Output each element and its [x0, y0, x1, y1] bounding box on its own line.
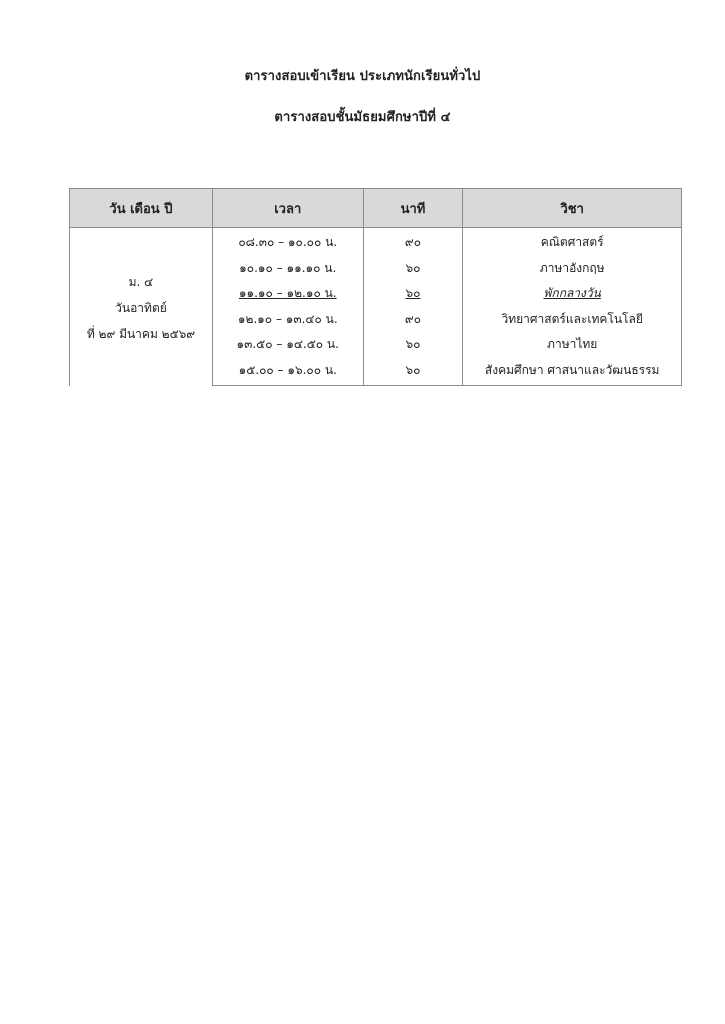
exam-level: ม. ๔ [128, 274, 154, 289]
table-row [70, 228, 682, 256]
document-subtitle: ตารางสอบชั้นมัธยมศึกษาปีที่ ๔ [274, 110, 451, 125]
time-cell: ๐๘.๓๐ – ๑๐.๐๐ น. [212, 228, 363, 256]
time-cell: ๑๕.๐๐ – ๑๖.๐๐ น. [212, 358, 363, 386]
minutes-cell: ๖๐ [363, 332, 463, 358]
document-title: ตารางสอบเข้าเรียน ประเภทนักเรียนทั่วไป [244, 69, 481, 84]
time-cell: ๑๒.๑๐ – ๑๓.๔๐ น. [212, 307, 363, 333]
minutes-cell: ๖๐ [363, 256, 463, 282]
minutes-cell: ๙๐ [363, 228, 463, 256]
subject-cell: ภาษาอังกฤษ [463, 256, 682, 282]
time-cell: ๑๓.๕๐ – ๑๔.๕๐ น. [212, 332, 363, 358]
exam-weekday: วันอาทิตย์ [115, 300, 167, 315]
time-cell: ๑๐.๑๐ – ๑๑.๑๐ น. [212, 256, 363, 282]
minutes-cell: ๙๐ [363, 307, 463, 333]
subject-cell: สังคมศึกษา ศาสนาและวัฒนธรรม [463, 358, 682, 386]
subject-cell: พักกลางวัน [463, 281, 682, 307]
column-header-subject: วิชา [463, 189, 682, 228]
time-cell: ๑๑.๑๐ – ๑๒.๑๐ น. [212, 281, 363, 307]
subject-cell: ภาษาไทย [463, 332, 682, 358]
exam-day-cell [70, 228, 213, 386]
minutes-cell: ๖๐ [363, 281, 463, 307]
column-header-minutes: นาที [363, 189, 463, 228]
minutes-cell: ๖๐ [363, 358, 463, 386]
exam-date: ที่ ๒๙ มีนาคม ๒๕๖๙ [86, 326, 196, 341]
subject-cell: คณิตศาสตร์ [463, 228, 682, 256]
exam-schedule-table [69, 188, 682, 386]
table-header-row [70, 189, 682, 228]
column-header-date: วัน เดือน ปี [70, 189, 213, 228]
subject-cell: วิทยาศาสตร์และเทคโนโลยี [463, 307, 682, 333]
column-header-time: เวลา [212, 189, 363, 228]
